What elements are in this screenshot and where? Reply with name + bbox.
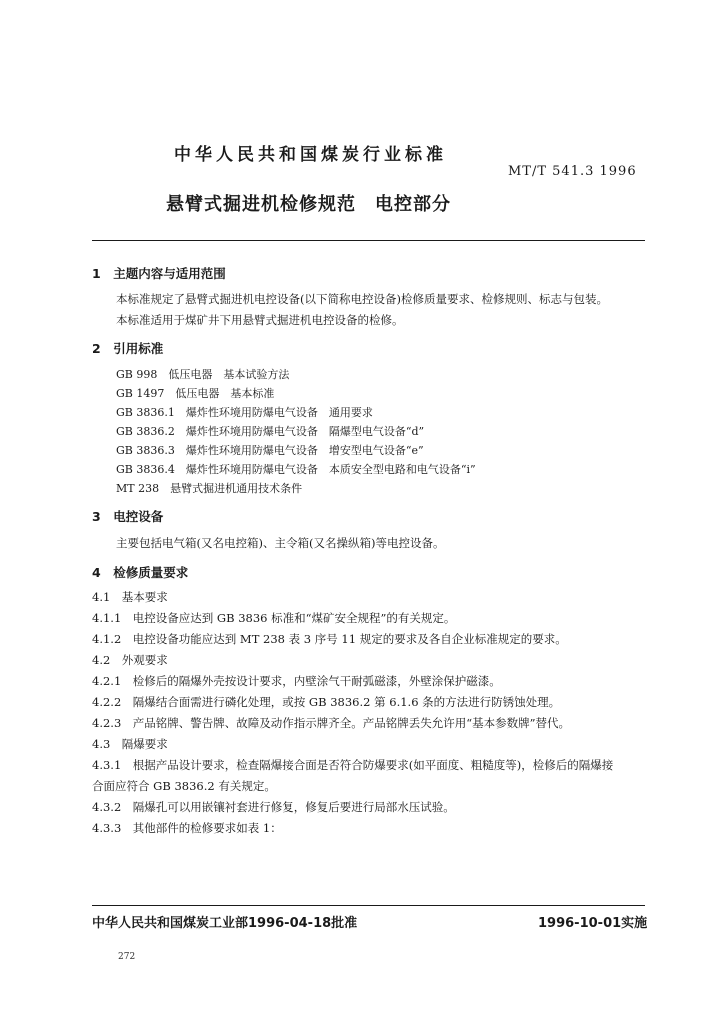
header-divider — [92, 240, 645, 241]
reference-item: GB 998 低压电器 基本试验方法 — [116, 368, 290, 381]
clause-item-continuation: 合面应符合 GB 3836.2 有关规定。 — [92, 779, 276, 793]
section-1-paragraph-2: 本标准适用于煤矿井下用悬臂式掘进机电控设备的检修。 — [116, 313, 404, 327]
reference-item: GB 3836.3 爆炸性环境用防爆电气设备 增安型电气设备“e” — [116, 444, 424, 457]
reference-item: GB 3836.4 爆炸性环境用防爆电气设备 本质安全型电路和电气设备“i” — [116, 463, 476, 476]
implementation-date: 1996-10-01实施 — [538, 916, 648, 931]
footer-divider — [92, 905, 645, 906]
clause-item: 4.2.1 检修后的隔爆外壳按设计要求，内壁涂气干耐弧磁漆，外壁涂保护磁漆。 — [92, 674, 501, 688]
clause-item: 4.3.1 根据产品设计要求，检查隔爆接合面是否符合防爆要求(如平面度、粗糙度等)，检修后的隔爆接 — [92, 758, 614, 772]
clause-item: 4.1.1 电控设备应达到 GB 3836 标准和“煤矿安全规程”的有关规定。 — [92, 611, 456, 625]
reference-item: MT 238 悬臂式掘进机通用技术条件 — [116, 482, 303, 495]
section-3-heading: 3 电控设备 — [92, 509, 164, 524]
clause-item: 4.3.3 其他部件的检修要求如表 1： — [92, 821, 282, 835]
reference-item: GB 3836.2 爆炸性环境用防爆电气设备 隔爆型电气设备“d” — [116, 425, 425, 438]
clause-item: 4.2.2 隔爆结合面需进行磷化处理，或按 GB 3836.2 第 6.1.6 条的方法进行防锈蚀处理。 — [92, 695, 561, 709]
section-2-heading: 2 引用标准 — [92, 341, 164, 356]
section-1-heading: 1 主题内容与适用范围 — [92, 266, 226, 281]
clause-item: 4.2 外观要求 — [92, 653, 168, 667]
standard-category-title: 中华人民共和国煤炭行业标准 — [174, 145, 447, 165]
reference-item: GB 1497 低压电器 基本标准 — [116, 387, 275, 400]
section-4-heading: 4 检修质量要求 — [92, 565, 189, 580]
clause-item: 4.3 隔爆要求 — [92, 737, 168, 751]
clause-item: 4.3.2 隔爆孔可以用嵌镶衬套进行修复，修复后要进行局部水压试验。 — [92, 800, 455, 814]
clause-item: 4.1 基本要求 — [92, 590, 168, 604]
section-1-paragraph-1: 本标准规定了悬臂式掘进机电控设备(以下简称电控设备)检修质量要求、检修规则、标志与包装。 — [116, 292, 608, 306]
clause-item: 4.2.3 产品铭牌、警告牌、故障及动作指示牌齐全。产品铭牌丢失允许用“基本参数牌”替代。 — [92, 716, 571, 730]
approval-line: 中华人民共和国煤炭工业部1996-04-18批准 — [92, 916, 358, 931]
document-title: 悬臂式掘进机检修规范 电控部分 — [166, 194, 451, 215]
reference-item: GB 3836.1 爆炸性环境用防爆电气设备 通用要求 — [116, 406, 373, 419]
standard-code: MT/T 541.3 1996 — [508, 164, 637, 179]
section-3-paragraph: 主要包括电气箱(又名电控箱)、主令箱(又名操纵箱)等电控设备。 — [116, 536, 445, 550]
clause-item: 4.1.2 电控设备功能应达到 MT 238 表 3 序号 11 规定的要求及各自企业标准规定的要求。 — [92, 632, 567, 646]
page-number: 272 — [118, 952, 136, 962]
